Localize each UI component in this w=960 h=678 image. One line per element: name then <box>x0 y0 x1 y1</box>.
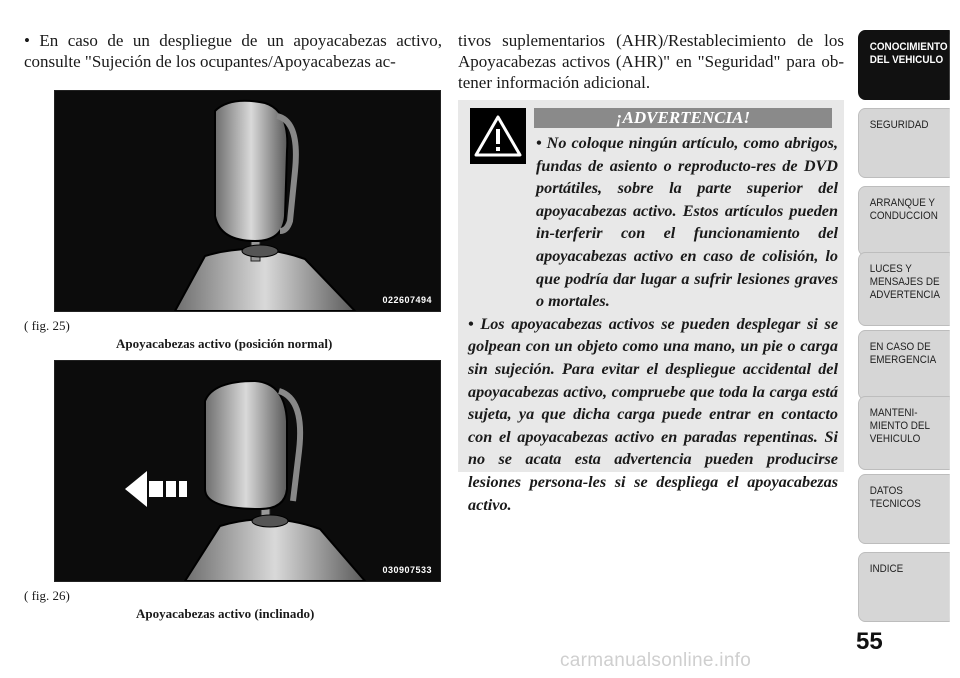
tab-conocimiento[interactable]: CONOCIMIENTO DEL VEHICULO <box>858 30 950 100</box>
warning-text <box>468 132 838 516</box>
tab-luces[interactable]: LUCES Y MENSAJES DE ADVERTENCIA <box>858 252 950 326</box>
page-number: 55 <box>856 628 883 655</box>
tab-mantenimiento[interactable]: MANTENI- MIENTO DEL VEHICULO <box>858 396 950 470</box>
figure-ref: ( fig. 26) <box>24 588 70 603</box>
warning-box <box>458 100 844 514</box>
right-column <box>458 30 844 93</box>
figure-code: 030907533 <box>382 565 432 575</box>
tab-indice[interactable]: INDICE <box>858 552 950 622</box>
figure-code: 022607494 <box>382 295 432 305</box>
headrest-tilted-illustration <box>55 361 440 581</box>
left-column <box>24 30 442 72</box>
warning-title: ¡ADVERTENCIA! <box>534 108 832 128</box>
warning-bullet-2: • Los apoyacabezas activos se pueden desplegar si se golpean con un objeto como una mano, un pie o carga sin sujeción. Para evitar el despliegue accidental del apoyacabezas activo, compruebe que toda la carga está sujeta, ya que dicha carga puede entrar en contacto con el apoyacabezas activo en paradas repentinas. Si no se acata esta advertencia pueden producirse lesiones persona-les si se despliega el apoyacabezas activo. <box>468 314 838 514</box>
figure-caption: Apoyacabezas activo (inclinado) <box>136 606 315 621</box>
headrest-normal-illustration <box>55 91 440 311</box>
figure-25-image <box>54 90 441 312</box>
section-tabs <box>858 0 960 678</box>
figure-ref: ( fig. 25) <box>24 318 70 333</box>
tab-emergencia[interactable]: EN CASO DE EMERGENCIA <box>858 330 950 400</box>
tab-datos[interactable]: DATOS TECNICOS <box>858 474 950 544</box>
figure-26-image <box>54 360 441 582</box>
continued-paragraph: tivos suplementarios (AHR)/Restablecimiento de los Apoyacabezas activos (AHR)" en "Seguridad" para ob-tener información adicional. <box>458 31 844 92</box>
tab-arranque[interactable]: ARRANQUE Y CONDUCCION <box>858 186 950 256</box>
warning-bullet-1: • No coloque ningún artículo, como abrigos, fundas de asiento o reproducto-res de DVD portátiles, sobre la parte superior del apoyacabezas activo. Estos artículos pueden in-terferir con el funcionamiento del apoyacabezas activo en caso de colisión, lo que podría dar lugar a sufrir lesiones graves o mortales. <box>536 134 838 311</box>
watermark: carmanualsonline.info <box>560 650 752 671</box>
figure-caption: Apoyacabezas activo (posición normal) <box>116 336 333 351</box>
intro-paragraph: • En caso de un despliegue de un apoyacabezas activo, consulte "Sujeción de los ocupantes/Apoyacabezas ac- <box>24 31 442 71</box>
tab-seguridad[interactable]: SEGURIDAD <box>858 108 950 178</box>
